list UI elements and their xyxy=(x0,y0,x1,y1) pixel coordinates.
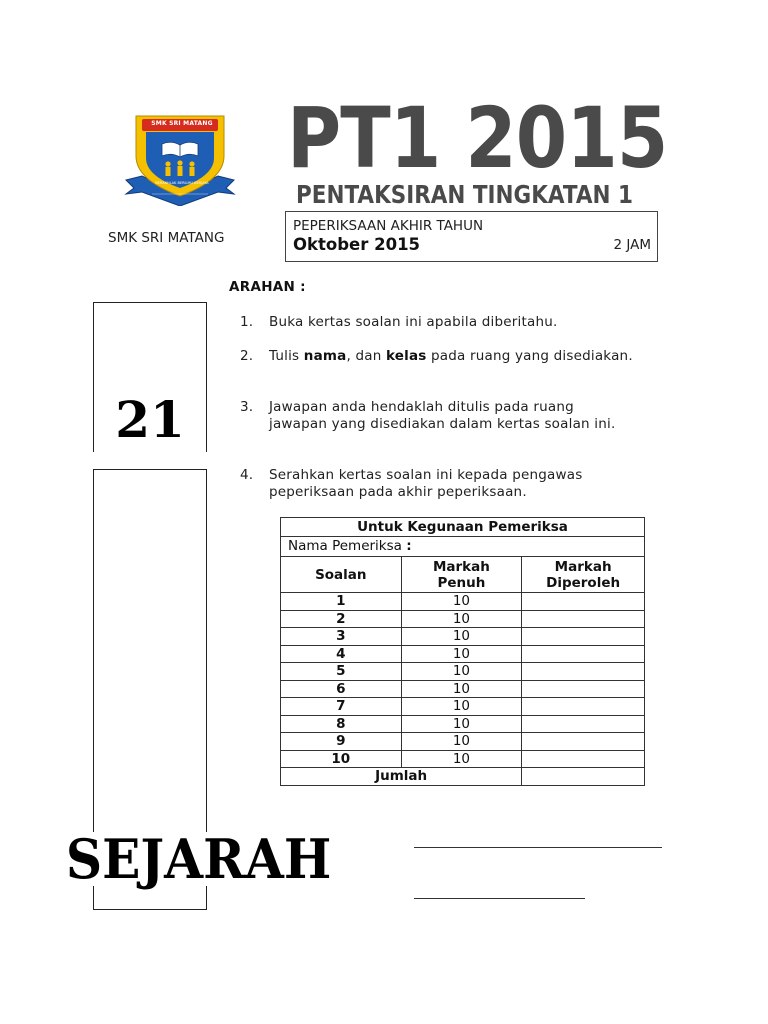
signature-line-name[interactable] xyxy=(414,847,662,848)
instructions-heading: ARAHAN : xyxy=(229,279,306,295)
table-row xyxy=(281,645,645,663)
table-row xyxy=(281,610,645,628)
total-value-cell[interactable] xyxy=(522,768,645,786)
instruction-item xyxy=(240,399,635,432)
full-marks-cell: 10 xyxy=(401,610,522,628)
instruction-text: Serahkan kertas soalan ini kepada pengawas peperiksaan pada akhir peperiksaan. xyxy=(269,467,583,500)
instruction-item xyxy=(240,467,635,500)
table-row xyxy=(281,733,645,751)
question-number-cell: 5 xyxy=(281,663,402,681)
obtained-marks-cell[interactable] xyxy=(522,750,645,768)
instruction-bold-kelas: kelas xyxy=(385,348,427,364)
paper-code-box xyxy=(93,302,207,452)
obtained-marks-cell[interactable] xyxy=(522,610,645,628)
examiner-marks-table xyxy=(280,517,645,786)
page-subtitle: PENTAKSIRAN TINGKATAN 1 xyxy=(296,180,633,209)
table-row xyxy=(281,663,645,681)
question-number-cell: 1 xyxy=(281,593,402,611)
examiner-colon: : xyxy=(406,538,412,555)
table-title: Untuk Kegunaan Pemeriksa xyxy=(281,518,645,537)
obtained-marks-cell[interactable] xyxy=(522,593,645,611)
question-number-cell: 6 xyxy=(281,680,402,698)
instruction-number: 4. xyxy=(240,467,254,483)
instruction-text: Tulis nama, dan kelas pada ruang yang disediakan. xyxy=(269,348,633,364)
instruction-number: 2. xyxy=(240,348,254,364)
question-number-cell: 8 xyxy=(281,715,402,733)
exam-info-box xyxy=(285,211,658,262)
obtained-marks-cell[interactable] xyxy=(522,733,645,751)
exam-date: Oktober 2015 xyxy=(293,235,421,254)
table-row xyxy=(281,715,645,733)
instruction-number: 1. xyxy=(240,314,254,330)
table-row xyxy=(281,750,645,768)
table-row xyxy=(281,628,645,646)
page-title: PT1 2015 xyxy=(287,89,668,187)
examiner-name-cell[interactable] xyxy=(281,537,645,557)
question-number-cell: 7 xyxy=(281,698,402,716)
school-crest-banner-text: SMK SRI MATANG xyxy=(151,120,213,127)
question-number-cell: 4 xyxy=(281,645,402,663)
obtained-marks-cell[interactable] xyxy=(522,698,645,716)
full-marks-cell: 10 xyxy=(401,698,522,716)
obtained-marks-cell[interactable] xyxy=(522,663,645,681)
paper-code: 21 xyxy=(115,390,185,449)
full-marks-cell: 10 xyxy=(401,645,522,663)
full-marks-cell: 10 xyxy=(401,680,522,698)
full-marks-cell: 10 xyxy=(401,750,522,768)
instruction-item xyxy=(240,348,635,365)
exam-duration: 2 JAM xyxy=(613,237,651,253)
examiner-label: Nama Pemeriksa xyxy=(288,538,402,555)
total-label: Jumlah xyxy=(281,768,522,786)
signature-line-class[interactable] xyxy=(414,898,585,899)
obtained-marks-cell[interactable] xyxy=(522,715,645,733)
obtained-marks-cell[interactable] xyxy=(522,645,645,663)
full-marks-cell: 10 xyxy=(401,733,522,751)
question-number-cell: 10 xyxy=(281,750,402,768)
school-name: SMK SRI MATANG xyxy=(108,230,225,246)
instruction-bold-nama: nama xyxy=(303,348,347,364)
school-crest-motto: BERAKHLAK BERILMU BERJAYA xyxy=(155,181,209,185)
table-row xyxy=(281,680,645,698)
instruction-text: Jawapan anda hendaklah ditulis pada ruang jawapan yang disediakan dalam kertas soalan ini. xyxy=(269,399,616,432)
question-number-cell: 3 xyxy=(281,628,402,646)
subject-title: SEJARAH xyxy=(65,827,332,891)
column-header-markah-penuh: Markah Penuh xyxy=(401,557,522,593)
instruction-number: 3. xyxy=(240,399,254,415)
question-number-cell: 2 xyxy=(281,610,402,628)
instruction-item xyxy=(240,314,635,331)
question-number-cell: 9 xyxy=(281,733,402,751)
obtained-marks-cell[interactable] xyxy=(522,680,645,698)
full-marks-cell: 10 xyxy=(401,593,522,611)
obtained-marks-cell[interactable] xyxy=(522,628,645,646)
column-header-soalan: Soalan xyxy=(281,557,402,593)
full-marks-cell: 10 xyxy=(401,628,522,646)
table-row xyxy=(281,698,645,716)
table-row xyxy=(281,593,645,611)
full-marks-cell: 10 xyxy=(401,663,522,681)
instruction-text: Buka kertas soalan ini apabila diberitahu. xyxy=(269,314,558,330)
exam-name: PEPERIKSAAN AKHIR TAHUN xyxy=(293,218,484,234)
column-header-markah-diperoleh: Markah Diperoleh xyxy=(522,557,645,593)
full-marks-cell: 10 xyxy=(401,715,522,733)
